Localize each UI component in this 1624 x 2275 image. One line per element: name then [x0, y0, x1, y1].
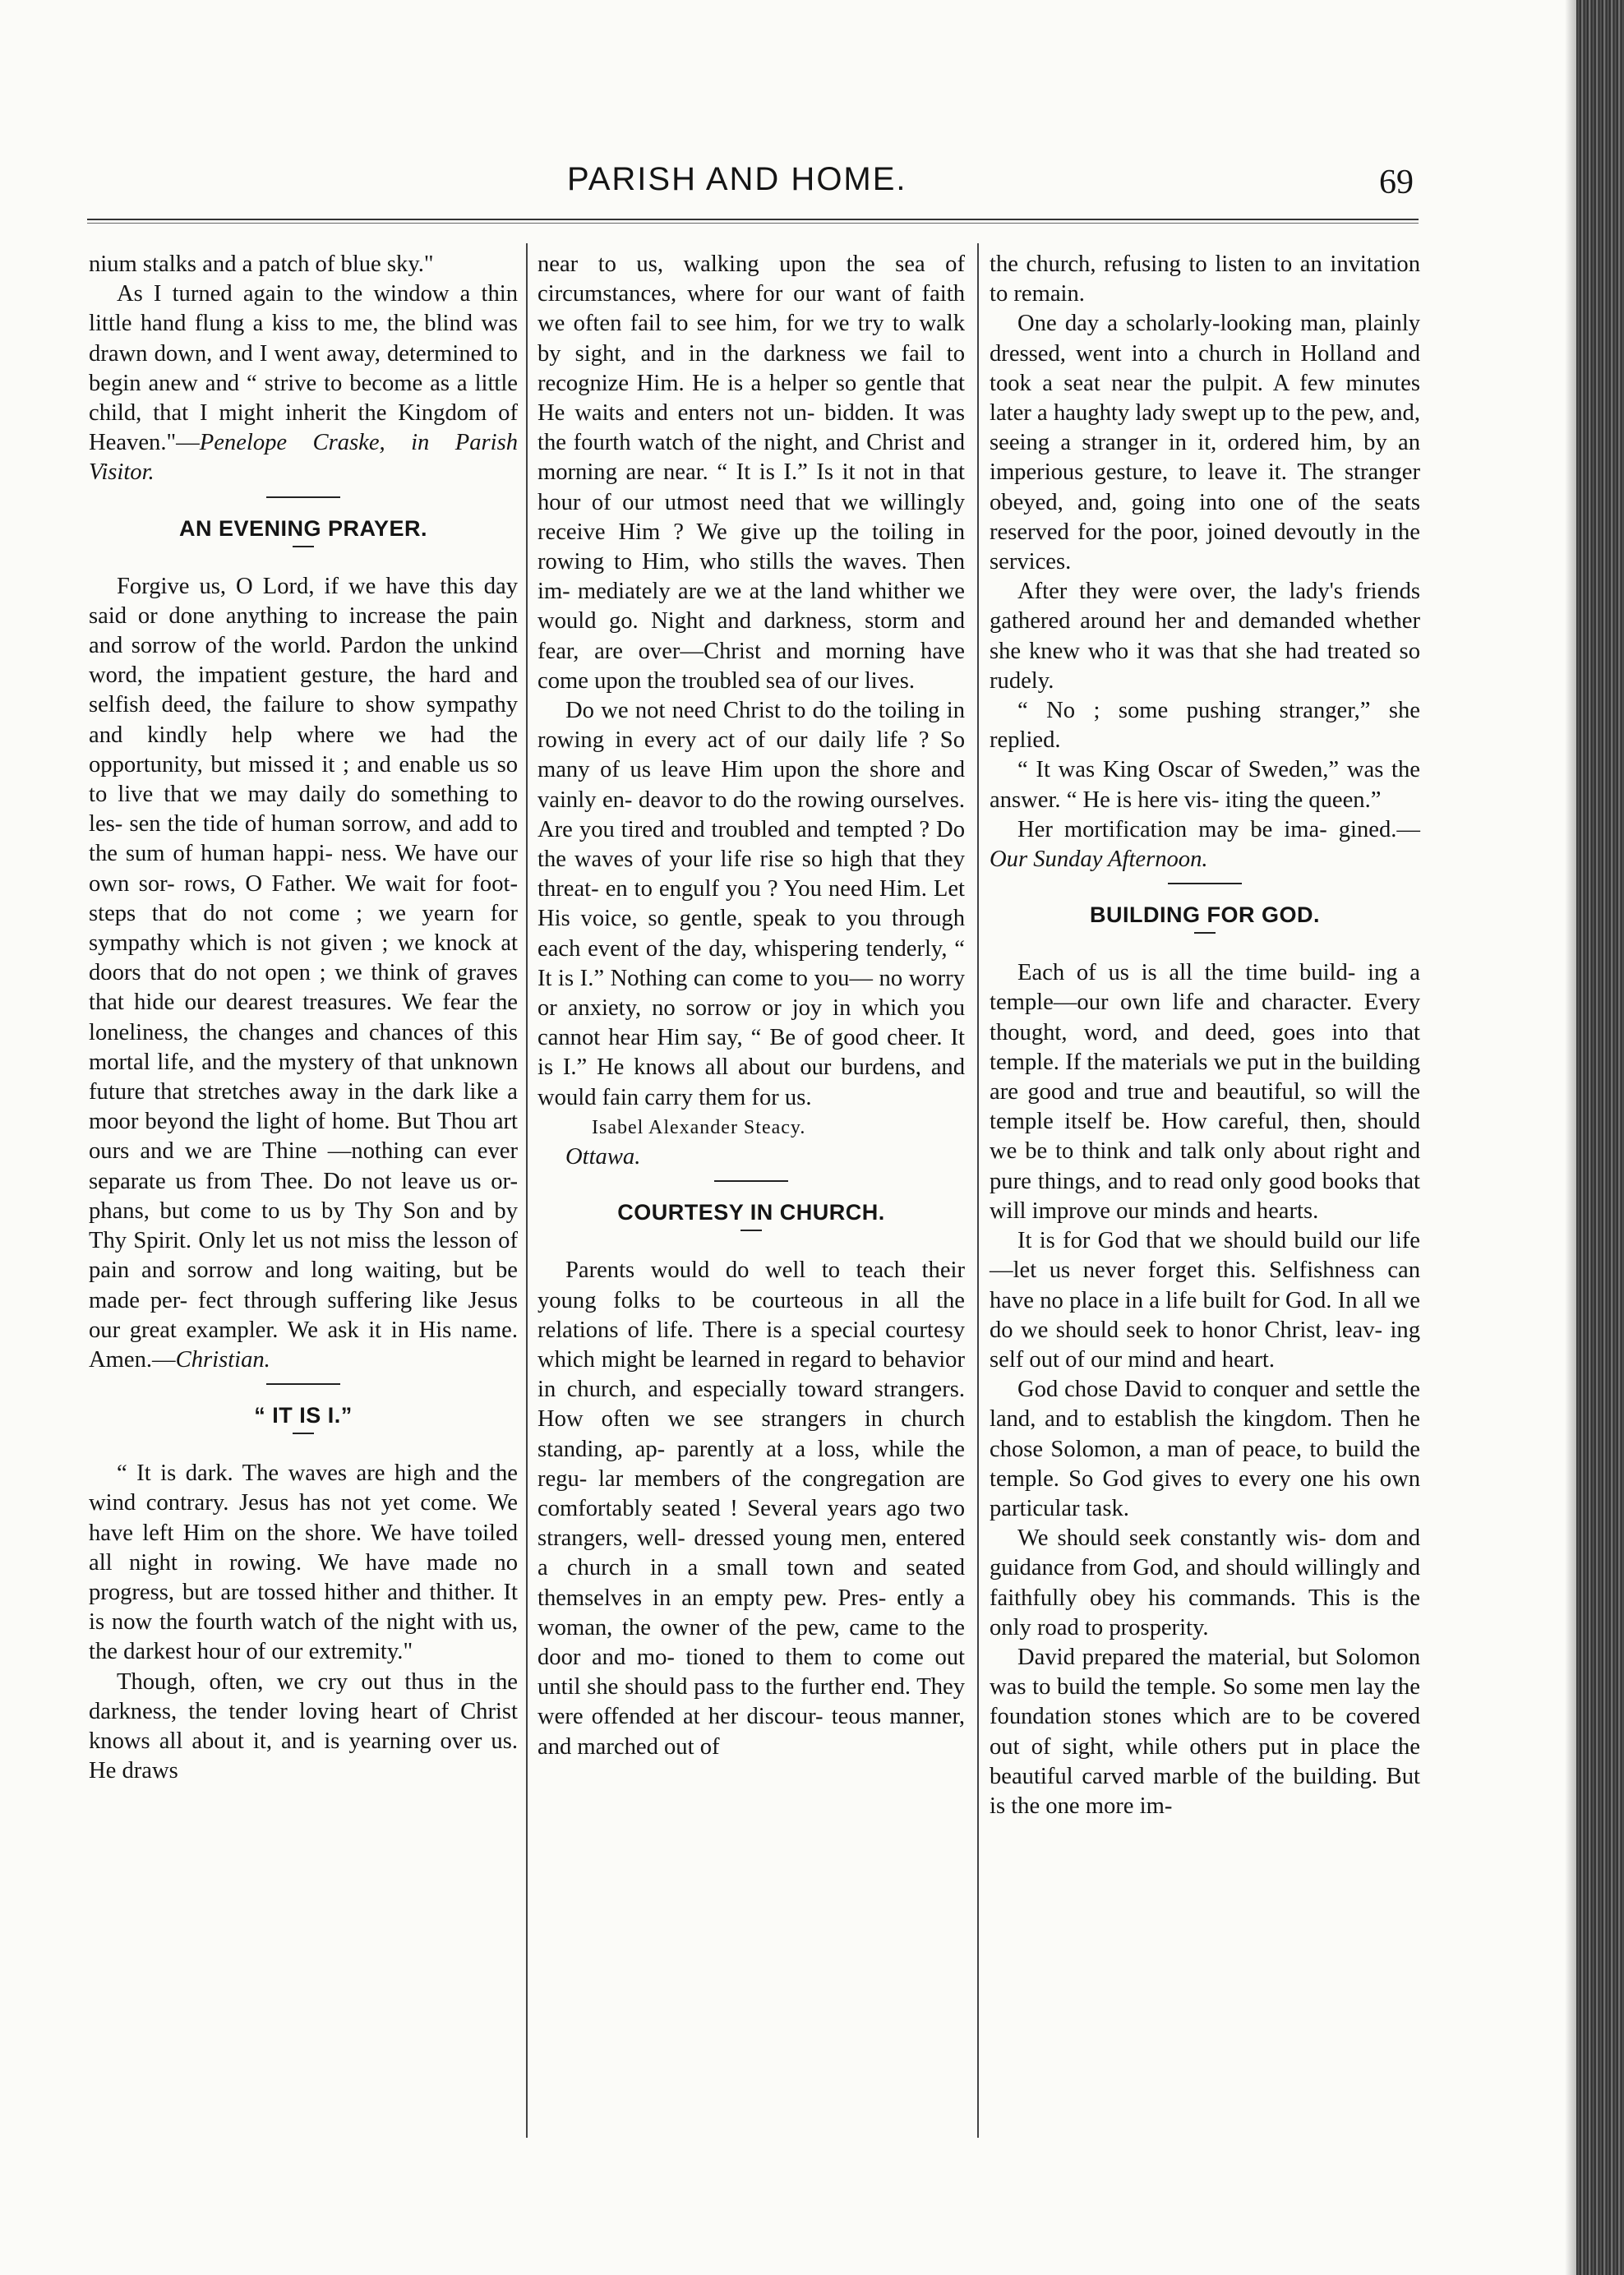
- paragraph-text: Her mortification may be ima- gined.—: [1017, 816, 1420, 842]
- book-page-edges: [1576, 0, 1624, 2275]
- paragraph: [89, 279, 518, 487]
- article-heading: COURTESY IN CHURCH.: [617, 1200, 885, 1225]
- source-citation: Penelope Craske, in Parish Visitor.: [89, 430, 518, 486]
- paragraph-text: Forgive us, O Lord, if we have this day said or done anything to increase the pain and sorrow of the world. Pardon the unkind word, the impatient gesture, the hard and selfish deed, the failure to show sympathy and kindly help where we had the opportunity, but missed it ; and enable us so to live that we may daily do something to les- sen the tide of human sorrow, and add to the sum of human happi- ness. We have our own sor- rows, O Father. We wait for foot- steps that do not come ; we yearn for sympathy which is not given ; we knock at doors that do not open ; we think of graves that hide our dearest treasures. We fear the loneliness, the changes and chances of this mortal life, and the mystery of that unknown future that stretches away in the dark like a moor beyond the light of home. But Thou art ours and we are Thine —nothing can ever separate us from Thee. Do not leave us or- phans, but come to us by Thy Son and by Thy Spirit. Only let us not miss the lesson of pain and sorrow and long waiting, but be made per- fect through suffering like Jesus our great exampler. We ask it in His name. Amen.—: [89, 573, 518, 1373]
- paragraph: Each of us is all the time build- ing a temple—our own life and character. Every thought, word, and deed, goes into that temple. If the materials we put in the building are good and true and beautiful, so will the temple itself be. How careful, then, should we be to think and talk only about right and pure things, and to read only good books that will improve our minds and hearts.: [990, 960, 1420, 1224]
- paragraph: We should seek constantly wis- dom and guidance from God, and should willingly and faithfully obey his commands. This is the only road to prosperity.: [990, 1525, 1420, 1640]
- column-middle: [537, 250, 965, 1762]
- running-head: [0, 161, 1624, 210]
- source-citation: Christian.: [175, 1346, 270, 1373]
- separator-dash: [740, 1230, 762, 1231]
- paragraph: [89, 572, 518, 1375]
- header-rule: [87, 219, 1419, 224]
- source-citation: Our Sunday Afternoon.: [990, 847, 1208, 873]
- paragraph: Do we not need Christ to do the toiling in rowing in every act of our daily life ? So many of us leave Him upon the shore and vainly en- deavor to do the rowing ourselves. Are you tired and troubled and tempted ? Do the waves of your life rise so high that they threat- en to engulf you ? You need Him. Let His voice, so gentle, speak to you through each event of the day, whispering tenderly, “ It is I.” Nothing can come to you— no worry or anxiety, no sorrow or joy in which you cannot hear Him say, “ Be of good cheer. It is I.” He knows all about our burdens, and would fain carry them for us.: [537, 698, 965, 1110]
- paragraph: near to us, walking upon the sea of circumstances, where for our want of faith we often fail to see him, for we try to walk by sight, and in the darkness we fail to recognize Him. He is a helper so gentle that He waits and enters not un- bidden. It was the fourth watch of the night, and Christ and morning are near. “ It is I.” Is it not in that hour of our utmost need that we willingly receive Him ? We give up the toiling in rowing to Him, who stills the waves. Then im- mediately are we at the land whither we would go. Night and darkness, storm and fear, are over—Christ and morning have come upon the troubled sea of our lives.: [537, 251, 965, 694]
- running-title: PARISH AND HOME.: [567, 161, 907, 197]
- author-signature: Isabel Alexander Steacy.: [592, 1116, 806, 1138]
- paragraph: After they were over, the lady's friends gathered around her and demanded whether she knew who it was that she had treated so rudely.: [990, 579, 1420, 694]
- column-rule: [526, 243, 528, 2138]
- separator-rule: [266, 496, 340, 498]
- separator-rule: [1168, 883, 1242, 884]
- paragraph-text: As I turned again to the window a thin little hand flung a kiss to me, the blind was drawn down, and I went away, determined to begin anew and “ strive to become as a little child, that I might inherit the Kingdom of Heaven."—: [89, 281, 518, 456]
- separator-rule: [714, 1180, 788, 1182]
- article-heading: AN EVENING PRAYER.: [178, 515, 428, 541]
- separator-dash: [1194, 932, 1216, 934]
- column-left: [89, 250, 518, 1786]
- paragraph: “ It is dark. The waves are high and the wind contrary. Jesus has not yet come. We have left Him on the shore. We have toiled all night in rowing. We have made no progress, but are tossed hither and thither. It is now the fourth watch of the night with us, the darkest hour of our extremity.": [89, 1461, 518, 1665]
- paragraph: the church, refusing to listen to an invitation to remain.: [990, 251, 1420, 307]
- article-heading: BUILDING FOR GOD.: [1090, 902, 1320, 928]
- paragraph: “ It was King Oscar of Sweden,” was the answer. “ He is here vis- iting the queen.”: [990, 757, 1420, 813]
- separator-dash: [293, 1433, 314, 1434]
- paragraph: It is for God that we should build our life—let us never forget this. Selfishness can have no place in a life built for God. In all we do we should seek to honor Christ, leav- ing self out of our mind and heart.: [990, 1228, 1420, 1373]
- paragraph: God chose David to conquer and settle the land, and to establish the kingdom. Then he chose Solomon, a man of peace, to build the temple. So God gives to every one his own particular task.: [990, 1377, 1420, 1521]
- page-number: 69: [1379, 164, 1414, 201]
- article-heading: “ IT IS I.”: [254, 1403, 353, 1428]
- separator-rule: [266, 1383, 340, 1385]
- paragraph: One day a scholarly-looking man, plainly dressed, went into a church in Holland and took a seat near the pulpit. A few minutes later a haughty lady swept up to the pew, and, seeing a stranger in it, ordered him, by an imperious gesture, to leave it. The stranger obeyed, and, going into one of the seats reserved for the poor, joined devoutly in the services.: [990, 311, 1420, 575]
- paragraph: David prepared the material, but Solomon was to build the temple. So some men lay the foundation stones which are to be covered out of sight, while others put in place the beautiful carved marble of the building. But is the one more im-: [990, 1644, 1420, 1819]
- paragraph: “ No ; some pushing stranger,” she replied.: [990, 698, 1420, 754]
- column-right: [990, 250, 1420, 1821]
- paragraph: [990, 815, 1420, 874]
- signature-place: Ottawa.: [565, 1144, 641, 1170]
- page-gutter-shadow: [1565, 0, 1576, 2275]
- separator-dash: [293, 546, 314, 547]
- paragraph: Parents would do well to teach their young folks to be courteous in all the relations of life. There is a special courtesy which might be learned in regard to behavior in church, and especially toward strangers. How often we see strangers in church standing, ap- parently at a loss, while the regu- lar members of the congregation are comfortably seated ! Several years ago two strangers, well- dressed young men, entered a church in a small town and seated themselves in an empty pew. Pres- ently a woman, the owner of the pew, came to the door and mo- tioned to them to come out until she should pass to the further end. They were offended at her discour- teous manner, and marched out of: [537, 1257, 965, 1760]
- column-rule: [977, 243, 979, 2138]
- paragraph: Though, often, we cry out thus in the darkness, the tender loving heart of Christ knows all about it, and is yearning over us. He draws: [89, 1668, 518, 1784]
- paragraph: nium stalks and a patch of blue sky.": [89, 251, 434, 277]
